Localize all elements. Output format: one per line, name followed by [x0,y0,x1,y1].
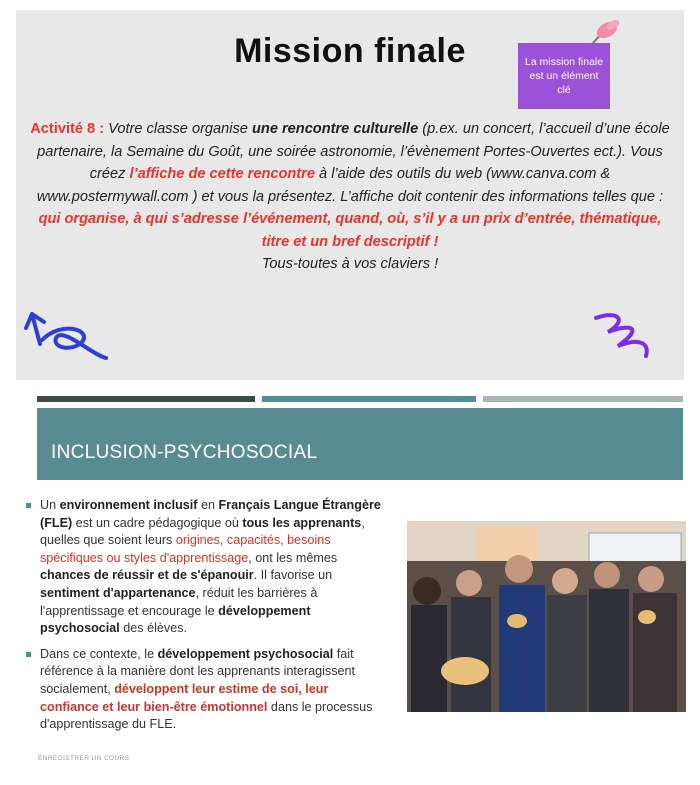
bullet-list [24,497,382,742]
text-bold: développement psychosocial [40,603,311,636]
activity-highlight: l’affiche de cette rencontre [129,166,315,182]
sticky-note: La mission finale est un élément clé [518,43,610,109]
text-bold: chances de réussir et de s'épanouir [40,568,254,583]
activity-text-part: (p.ex. un concert, l’accueil d’une école partenaire, la Semaine du Goût, une soirée astronomie, l’évènement Portes-Ouvertes ect.). Vous créez [37,121,670,182]
activity-highlight: qui organise, à qui s’adresse l’événement, quand, où, s’il y a un prix d’entrée, thématique, titre et un bref descriptif ! [38,211,662,250]
text-part: Dans ce contexte, le [40,646,158,661]
section-banner [37,408,683,480]
text-bold: Français Langue Étrangère (FLE) [40,498,381,530]
bullet-icon [26,503,31,508]
text-part: des élèves. [119,621,188,636]
text-highlight: origines, capacités, besoins spécifiques ou styles d'apprentissage [40,533,331,565]
text-part: dans le processus d'apprentissage du FLE. [40,699,373,732]
divider-bar [483,396,683,402]
text-part: fait référence à la manière dont les apprenants interagissent socialement, [40,646,356,696]
activity-closing: Tous-toutes à vos claviers ! [261,256,439,272]
text-part: , ont les mêmes [248,550,338,565]
slide-title: Mission finale [234,32,466,70]
text-part: est un cadre pédagogique où [72,515,243,530]
list-item [24,497,382,638]
text-bold: tous les apprenants [242,515,362,530]
activity-text-part: Votre classe organise [104,121,252,137]
mission-slide [16,10,684,380]
section-title: INCLUSION-PSYCHOSOCIAL [51,442,318,463]
list-item [24,646,382,734]
squiggle-scribble-icon [588,306,660,364]
text-bold: développement psychosocial [157,646,334,661]
activity-bold: une rencontre culturelle [251,121,419,137]
text-part: en [197,498,219,512]
text-part: Un [40,498,60,512]
text-bold: sentiment d'appartenance [40,585,196,600]
activity-label: Activité 8 : [30,121,105,137]
divider-bar [262,396,476,402]
text-part: , quelles que soient leurs [40,515,365,548]
bullet-icon [26,652,31,657]
activity-text [26,118,674,276]
activity-text-part: à l’aide des outils du web (www.canva.com & www.postermywall.com ) et vous la présentez. L’affiche doit contenir des informations telles que : [36,166,664,205]
text-highlight: développent leur estime de soi, leur confiance et leur bien-être émotionnel [40,681,329,714]
footer-text: ENREGISTRER UN COURS [38,755,130,762]
text-part: . Il favorise un [253,568,333,583]
arrow-scribble-icon [22,300,114,368]
students-photo [407,521,686,712]
divider-bar [37,396,255,402]
text-bold: environnement inclusif [59,498,198,512]
text-part: , réduit les barrières à l'apprentissage et encourage le [40,585,318,618]
